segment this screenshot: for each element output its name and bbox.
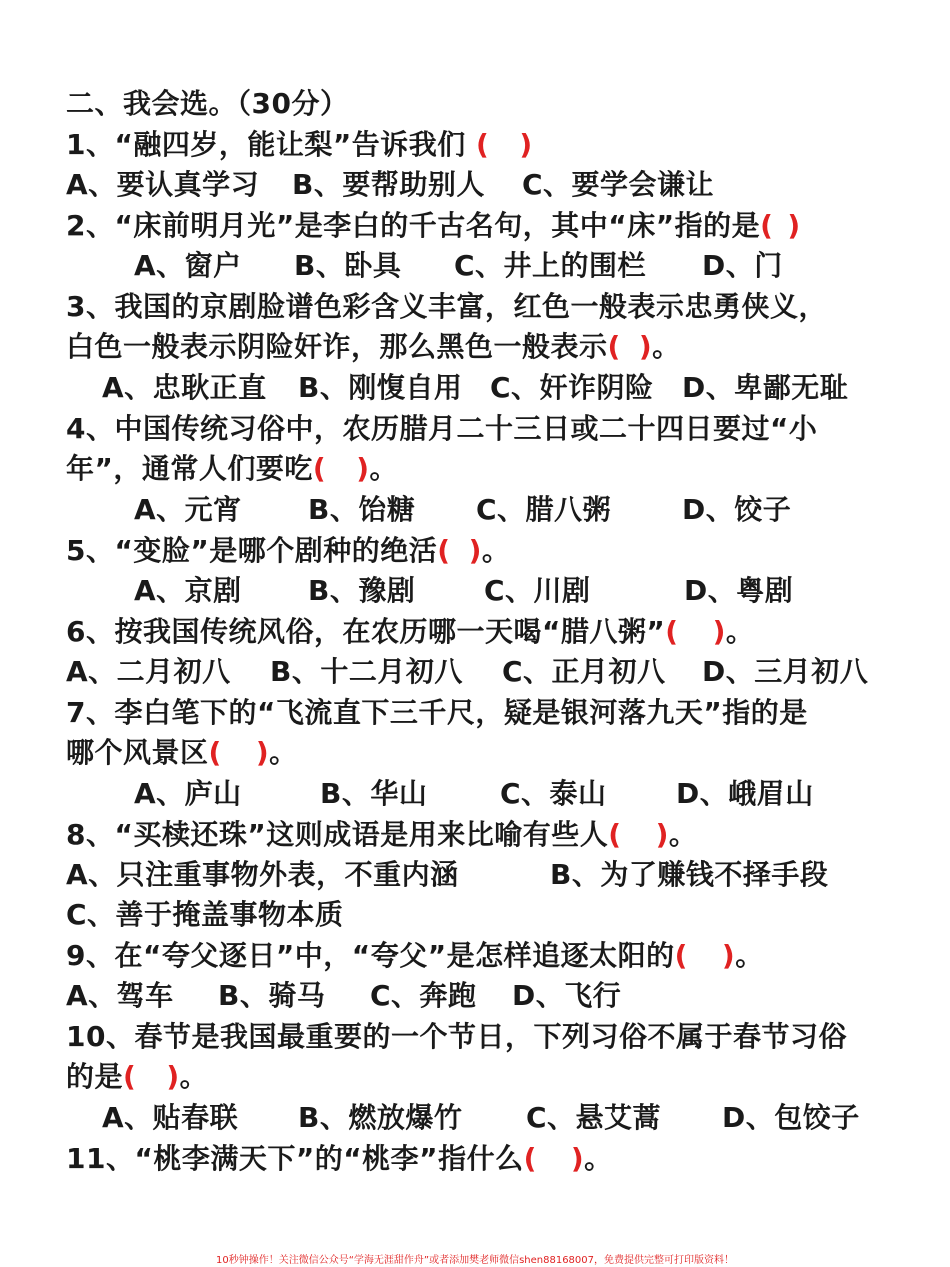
question-4-line1: 4、中国传统习俗中，农历腊月二十三日或二十四日要过“小 (66, 412, 818, 445)
option-d: D、峨眉山 (676, 777, 814, 810)
option-a: A、贴春联 (102, 1101, 239, 1134)
question-11: 11、“桃李满天下”的“桃李”指什么( )。 (66, 1142, 613, 1175)
question-10: 的是( )。 (66, 1060, 209, 1093)
answer-blank-open: ( (476, 128, 490, 161)
question-stem: 8、“买椟还珠”这则成语是用来比喻有些人 (66, 818, 609, 851)
answer-blank-close: ) (519, 128, 533, 161)
option-d: D、三月初八 (702, 655, 869, 688)
question-stem: 2、“床前明月光”是李白的千古名句，其中“床”指的是 (66, 209, 761, 242)
answer-blank-open: ( (607, 330, 621, 363)
answer-blank-close: ) (166, 1060, 180, 1093)
option-d: D、包饺子 (722, 1101, 860, 1134)
option-c: C、泰山 (500, 777, 607, 810)
answer-blank-open: ( (608, 818, 622, 851)
option-b: B、卧具 (294, 249, 402, 282)
option-b: B、饴糖 (308, 493, 416, 526)
section-title: 二、我会选。（30分） (66, 87, 349, 120)
option-b: B、豫剧 (308, 574, 416, 607)
option-c: C、奔跑 (370, 979, 477, 1012)
option-d: D、门 (702, 249, 783, 282)
question-stem: 年”，通常人们要吃 (66, 452, 313, 485)
option-b: B、华山 (320, 777, 428, 810)
option-d: D、饺子 (682, 493, 792, 526)
footer-notice: 10秒钟操作！关注微信公众号“学海无涯甜作舟”或者添加樊老师微信shen88168007，免费提供完整可打印版资料！ (215, 1255, 735, 1266)
question-7-line1: 7、李白笔下的“飞流直下三千尺，疑是银河落九天”指的是 (66, 696, 808, 729)
question-10-line1: 10、春节是我国最重要的一个节日，下列习俗不属于春节习俗 (66, 1020, 847, 1053)
question-2 (66, 206, 801, 246)
answer-blank-close: ) (787, 209, 801, 242)
question-3-line1: 3、我国的京剧脸谱色彩含义丰富，红色一般表示忠勇侠义， (66, 290, 827, 323)
option-d: D、飞行 (512, 979, 622, 1012)
question-7: 哪个风景区( )。 (66, 736, 298, 769)
question-stem: 1、“融四岁，能让梨”告诉我们 (66, 128, 466, 161)
question-8-option-c: C、善于掩盖事物本质 (66, 898, 344, 931)
answer-blank-close: ) (468, 534, 482, 567)
question-stem: 白色一般表示阴险奸诈，那么黑色一般表示 (66, 330, 608, 363)
option-b: B、燃放爆竹 (298, 1101, 463, 1134)
option-b: B、为了赚钱不择手段 (550, 858, 829, 891)
option-a: A、要认真学习 (66, 168, 260, 201)
question-9: 9、在“夸父逐日”中，“夸父”是怎样追逐太阳的( )。 (66, 939, 764, 972)
question-stem: 的是 (66, 1060, 124, 1093)
answer-blank-close: ) (721, 939, 736, 972)
answer-blank-open: ( (123, 1060, 137, 1093)
question-stem: 哪个风景区 (66, 736, 209, 769)
answer-blank-open: ( (760, 209, 774, 242)
option-a: A、驾车 (66, 979, 174, 1012)
option-c: C、川剧 (484, 574, 591, 607)
question-stem: 11、“桃李满天下”的“桃李”指什么 (66, 1142, 524, 1175)
option-a: A、二月初八 (66, 655, 231, 688)
answer-blank-close: ) (356, 452, 370, 485)
answer-blank-close: ) (638, 330, 653, 363)
question-stem: 6、按我国传统风俗，在农历哪一天喝“腊八粥” (66, 615, 666, 648)
answer-blank-close: ) (570, 1142, 585, 1175)
option-c: C、井上的围栏 (454, 249, 647, 282)
answer-blank-close: ) (655, 818, 669, 851)
option-d: D、粤剧 (684, 574, 794, 607)
question-3: 白色一般表示阴险奸诈，那么黑色一般表示( )。 (66, 330, 681, 363)
answer-blank-open: ( (674, 939, 688, 972)
option-a: A、忠耿正直 (102, 371, 267, 404)
answer-blank-close: ) (712, 615, 726, 648)
option-a: A、庐山 (134, 777, 242, 810)
option-a: A、京剧 (134, 574, 242, 607)
option-d: D、卑鄙无耻 (682, 371, 849, 404)
option-c: C、正月初八 (502, 655, 666, 688)
option-c: C、要学会谦让 (522, 168, 715, 201)
answer-blank-open: ( (523, 1142, 537, 1175)
option-a: A、元宵 (134, 493, 242, 526)
option-b: B、十二月初八 (270, 655, 463, 688)
option-c: C、悬艾蒿 (526, 1101, 662, 1134)
option-c: C、腊八粥 (476, 493, 612, 526)
answer-blank-open: ( (665, 615, 679, 648)
answer-blank-open: ( (437, 534, 451, 567)
option-b: B、要帮助别人 (292, 168, 485, 201)
answer-blank-open: ( (312, 452, 327, 485)
question-1 (66, 125, 533, 165)
option-b: B、骑马 (218, 979, 326, 1012)
question-4: 年”，通常人们要吃( )。 (66, 452, 399, 485)
question-5: 5、“变脸”是哪个剧种的绝活( )。 (66, 534, 511, 567)
answer-blank-close: ) (255, 736, 270, 769)
question-stem: 5、“变脸”是哪个剧种的绝活 (66, 534, 438, 567)
answer-blank-open: ( (208, 736, 222, 769)
option-c: C、奸诈阴险 (490, 371, 654, 404)
option-a: A、只注重事物外表，不重内涵 (66, 858, 459, 891)
option-a: A、窗户 (134, 249, 242, 282)
question-6: 6、按我国传统风俗，在农历哪一天喝“腊八粥”( )。 (66, 615, 755, 648)
question-stem: 9、在“夸父逐日”中，“夸父”是怎样追逐太阳的 (66, 939, 675, 972)
question-8: 8、“买椟还珠”这则成语是用来比喻有些人( )。 (66, 818, 698, 851)
option-b: B、刚愎自用 (298, 371, 463, 404)
